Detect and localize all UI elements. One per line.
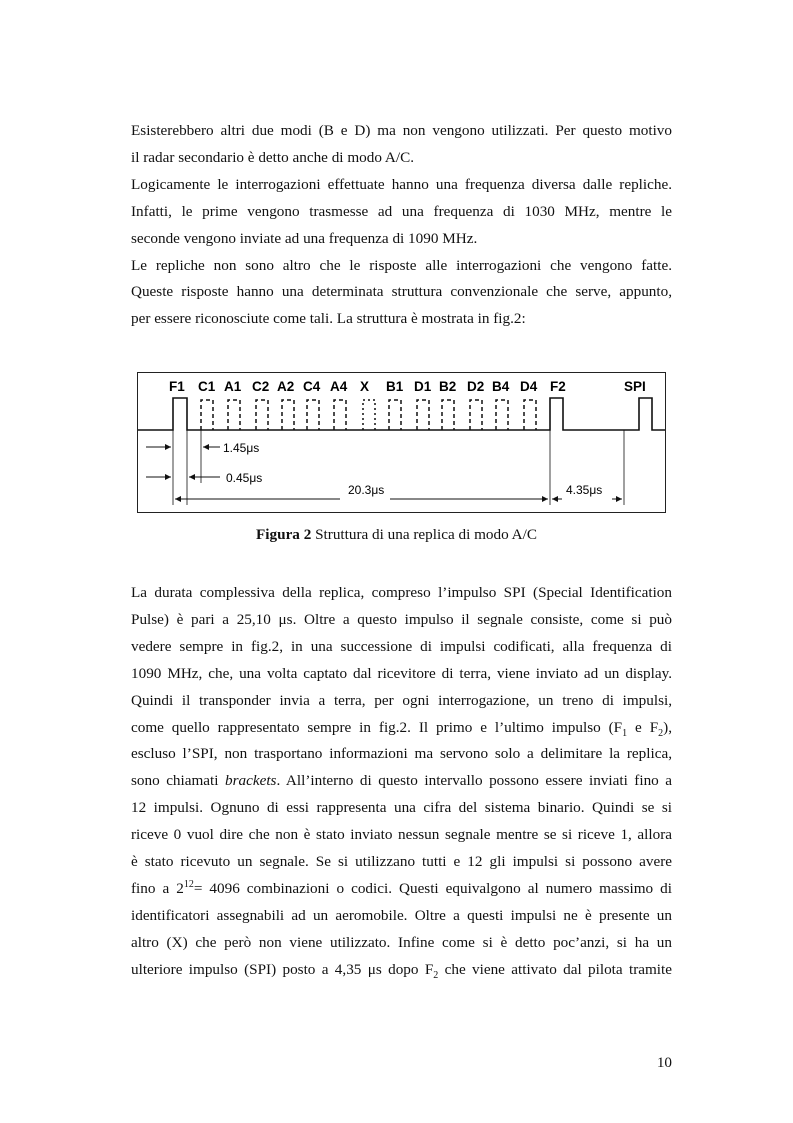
code-pulse-x bbox=[363, 400, 375, 430]
italic-term: brackets bbox=[225, 772, 277, 790]
pulse-label-f1: F1 bbox=[169, 379, 185, 394]
subscript: 2 bbox=[433, 969, 439, 981]
code-pulse-a1 bbox=[228, 400, 240, 430]
paragraph-intro bbox=[131, 118, 672, 333]
arrowhead bbox=[203, 444, 209, 450]
pulse-diagram bbox=[138, 373, 665, 512]
code-pulses bbox=[201, 400, 536, 430]
text-run: = 4096 combinazioni o codici. Questi equivalgono al numero massimo di bbox=[193, 879, 672, 897]
subscript: 2 bbox=[658, 727, 664, 739]
superscript: 12 bbox=[183, 878, 194, 890]
text-line: 12 impulsi. Ognuno di essi rappresenta una cifra del sistema binario. Quindi se si bbox=[131, 799, 672, 817]
caption-label: Figura 2 bbox=[256, 526, 312, 543]
text-line: riceve 0 vuol dire che non è stato inviato nessun segnale mentre se si riceve 1, allora bbox=[131, 826, 672, 844]
text-run: ulteriore impulso (SPI) posto a 4,35 μs dopo F bbox=[131, 960, 434, 978]
code-pulse-d1 bbox=[417, 400, 429, 430]
arrowhead bbox=[189, 474, 195, 480]
pulse-label-a4: A4 bbox=[330, 379, 348, 394]
pulse-label-a2: A2 bbox=[277, 379, 295, 394]
pulse-label-d4: D4 bbox=[520, 379, 538, 394]
pulse-label-c4: C4 bbox=[303, 379, 321, 394]
text-line bbox=[131, 715, 672, 742]
text-line bbox=[131, 876, 672, 903]
pulse-label-c1: C1 bbox=[198, 379, 216, 394]
text-line: Le repliche non sono altro che le risposte alle interrogazioni che vengono fatte. bbox=[131, 256, 672, 274]
text-line bbox=[131, 957, 672, 984]
text-line: La durata complessiva della replica, compreso l’impulso SPI (Special Identification bbox=[131, 584, 672, 601]
arrowhead bbox=[552, 496, 558, 502]
text-line: Queste risposte hanno una determinata struttura convenzionale che serve, appunto, bbox=[131, 283, 672, 301]
text-line: seconde vengono inviate ad una frequenza di 1090 MHz. bbox=[131, 229, 478, 247]
code-pulse-a2 bbox=[282, 400, 294, 430]
arrowhead bbox=[542, 496, 548, 502]
text-run: e F bbox=[627, 718, 659, 736]
pulse-label-x: X bbox=[360, 379, 370, 394]
pulse-label-b1: B1 bbox=[386, 379, 404, 394]
text-line: vedere sempre in fig.2, in una successione di impulsi codificati, alla frequenza di bbox=[131, 637, 672, 655]
dim-label-pulse-width: 1.45μs bbox=[223, 441, 260, 455]
arrowhead bbox=[175, 496, 181, 502]
pulse-label-d2: D2 bbox=[467, 379, 485, 394]
code-pulse-b1 bbox=[389, 400, 401, 430]
dim-label-total: 20.3μs bbox=[348, 483, 385, 497]
text-line: il radar secondario è detto anche di modo A/C. bbox=[131, 148, 414, 166]
text-line: Esisterebbero altri due modi (B e D) ma non vengono utilizzati. Per questo motivo bbox=[131, 122, 672, 139]
text-line: Pulse) è pari a 25,10 μs. Oltre a questo impulso il segnale consiste, come si può bbox=[131, 610, 672, 628]
figure-caption bbox=[0, 526, 793, 544]
text-run: sono chiamati bbox=[131, 772, 225, 790]
code-pulse-d4 bbox=[524, 400, 536, 430]
text-line: escluso l’SPI, non trasportano informazioni ma servono solo a delimitare la replica, bbox=[131, 745, 672, 763]
text-line bbox=[131, 768, 672, 795]
pulse-labels bbox=[169, 379, 646, 394]
code-pulse-b4 bbox=[496, 400, 508, 430]
dim-label-spi: 4.35μs bbox=[566, 483, 603, 497]
pulse-label-b2: B2 bbox=[439, 379, 457, 394]
text-run: che viene attivato dal pilota tramite bbox=[438, 960, 672, 978]
subscript: 1 bbox=[622, 727, 628, 739]
text-line: altro (X) che però non viene utilizzato. Infine come si è detto poc’anzi, si ha un bbox=[131, 933, 672, 951]
arrowhead bbox=[616, 496, 622, 502]
text-line: per essere riconosciute come tali. La struttura è mostrata in fig.2: bbox=[131, 310, 526, 328]
caption-text: Struttura di una replica di modo A/C bbox=[311, 526, 537, 543]
text-line: 1090 MHz, che, una volta captato dal ricevitore di terra, viene inviato ad un display. bbox=[131, 664, 672, 682]
code-pulse-c2 bbox=[256, 400, 268, 430]
code-pulse-c4 bbox=[307, 400, 319, 430]
text-run: ), bbox=[663, 718, 672, 736]
code-pulse-b2 bbox=[442, 400, 454, 430]
text-run: fino a 2 bbox=[131, 879, 184, 897]
figure-reply-structure bbox=[137, 372, 666, 513]
paragraph-body bbox=[131, 580, 672, 984]
pulse-label-spi: SPI bbox=[624, 379, 646, 394]
text-line: Infatti, le prime vengono trasmesse ad una frequenza di 1030 MHz, mentre le bbox=[131, 202, 672, 220]
text-line: è stato ricevuto un segnale. Se si utilizzano tutti e 12 gli impulsi si possono avere bbox=[131, 853, 672, 871]
page-number: 10 bbox=[656, 1054, 672, 1071]
text-line: Logicamente le interrogazioni effettuate hanno una frequenza diversa dalle repliche. bbox=[131, 175, 672, 193]
pulse-label-d1: D1 bbox=[414, 379, 432, 394]
text-run: come quello rappresentato sempre in fig.2. Il primo e l’ultimo impulso (F bbox=[131, 718, 623, 736]
pulse-label-c2: C2 bbox=[252, 379, 270, 394]
code-pulse-a4 bbox=[334, 400, 346, 430]
code-pulse-c1 bbox=[201, 400, 213, 430]
text-line: Quindi il transponder invia a terra, per ogni interrogazione, un treno di impulsi, bbox=[131, 691, 672, 709]
pulse-label-b4: B4 bbox=[492, 379, 510, 394]
pulse-label-f2: F2 bbox=[550, 379, 566, 394]
arrowhead bbox=[165, 444, 171, 450]
text-run: . All’interno di questo intervallo possono essere inviati fino a bbox=[276, 772, 673, 790]
pulse-label-a1: A1 bbox=[224, 379, 242, 394]
dim-label-pulse-spacing: 0.45μs bbox=[226, 471, 263, 485]
text-line: identificatori assegnabili ad un aeromobile. Oltre a questi impulsi ne è presente un bbox=[131, 906, 672, 924]
arrowhead bbox=[165, 474, 171, 480]
code-pulse-d2 bbox=[470, 400, 482, 430]
